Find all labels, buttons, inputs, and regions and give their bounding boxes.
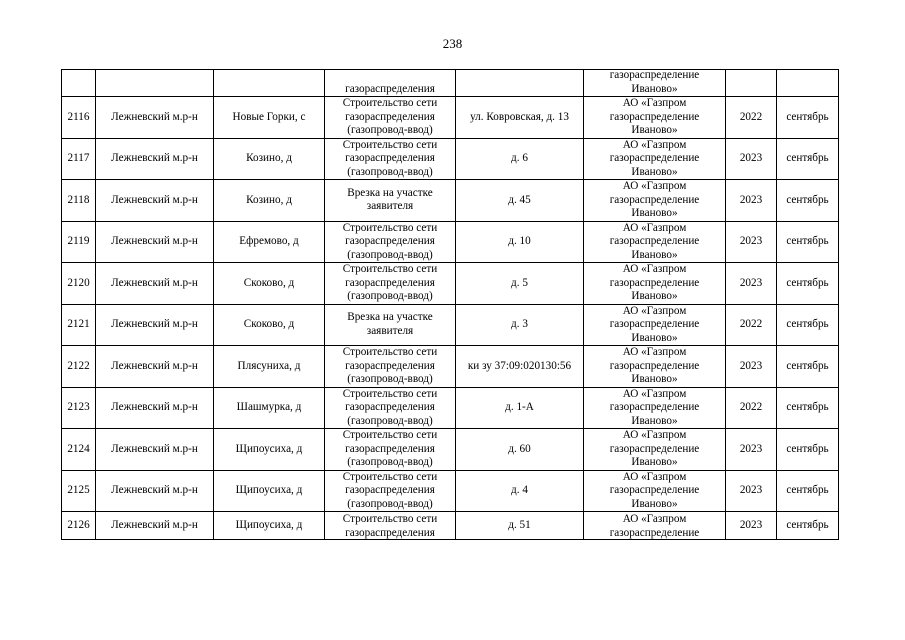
work-type-cell-line: Строительство сети — [342, 429, 438, 441]
organization-cell-line: газораспределение — [609, 442, 700, 455]
organization-cell-line: Иваново» — [631, 373, 678, 385]
work-type-cell — [325, 387, 456, 429]
row-number-cell — [62, 70, 96, 97]
table-row — [62, 470, 839, 512]
organization-cell-line: газораспределение — [609, 318, 700, 330]
organization-cell-line: Иваново» — [631, 165, 678, 178]
work-type-cell-line: газораспределения — [345, 484, 435, 496]
year-cell: 2023 — [726, 180, 777, 222]
month-cell: сентябрь — [777, 138, 839, 180]
organization-cell-line: Иваново» — [631, 82, 678, 95]
row-number-cell: 2124 — [62, 429, 96, 471]
settlement-cell — [214, 70, 325, 97]
organization-cell-line: Иваново» — [631, 248, 678, 261]
organization-cell-line: АО «Газпром — [622, 304, 687, 317]
organization-cell-line: газораспределение — [609, 69, 700, 81]
organization-cell-line: газораспределение — [609, 193, 700, 206]
address-cell: д. 5 — [456, 263, 584, 305]
month-cell: сентябрь — [777, 346, 839, 388]
organization-cell-line: АО «Газпром — [622, 429, 687, 441]
settlement-cell: Плясуниха, д — [214, 346, 325, 388]
month-cell: сентябрь — [777, 429, 839, 471]
organization-cell-line: газораспределение — [609, 110, 700, 123]
work-type-cell-line: Строительство сети — [342, 513, 438, 525]
year-cell: 2022 — [726, 97, 777, 139]
row-number-cell: 2123 — [62, 387, 96, 429]
address-cell: д. 6 — [456, 138, 584, 180]
row-number-cell: 2116 — [62, 97, 96, 139]
district-cell: Лежневский м.р-н — [96, 97, 214, 139]
work-type-cell — [325, 470, 456, 512]
table-row — [62, 304, 839, 346]
organization-cell-line: газораспределение — [609, 276, 700, 289]
address-cell: д. 3 — [456, 304, 584, 346]
row-number-cell: 2126 — [62, 512, 96, 540]
address-cell: д. 45 — [456, 180, 584, 222]
organization-cell-line: Иваново» — [631, 124, 678, 136]
work-type-cell-line: газораспределения — [345, 526, 435, 539]
row-number-cell: 2121 — [62, 304, 96, 346]
work-type-cell-line: Строительство сети — [342, 97, 438, 109]
organization-cell-line: АО «Газпром — [622, 138, 687, 151]
work-type-cell-line: газораспределения — [345, 152, 435, 164]
organization-cell — [584, 470, 726, 512]
organization-cell-line: Иваново» — [631, 456, 678, 468]
work-type-cell-line: Строительство сети — [342, 470, 438, 483]
page-number: 238 — [442, 36, 463, 51]
address-cell — [456, 70, 584, 97]
year-cell: 2023 — [726, 263, 777, 305]
work-type-cell-line: (газопровод-ввод) — [347, 456, 433, 468]
work-type-cell-line: Строительство сети — [342, 346, 438, 358]
settlement-cell: Шашмурка, д — [214, 387, 325, 429]
settlement-cell: Ефремово, д — [214, 221, 325, 263]
address-cell: д. 60 — [456, 429, 584, 471]
organization-cell — [584, 304, 726, 346]
organization-cell-line: газораспределение — [609, 484, 700, 496]
organization-cell — [584, 512, 726, 540]
gasification-schedule-table — [61, 69, 839, 540]
organization-cell — [584, 346, 726, 388]
table-row — [62, 180, 839, 222]
row-number-cell: 2120 — [62, 263, 96, 305]
work-type-cell — [325, 97, 456, 139]
work-type-cell-line: Строительство сети — [342, 387, 438, 400]
row-number-cell: 2118 — [62, 180, 96, 222]
address-cell: д. 4 — [456, 470, 584, 512]
year-cell: 2023 — [726, 221, 777, 263]
table-row — [62, 346, 839, 388]
address-cell: ки зу 37:09:020130:56 — [456, 346, 584, 388]
organization-cell-line: АО «Газпром — [622, 470, 687, 483]
work-type-cell-line: газораспределения — [345, 235, 435, 247]
district-cell: Лежневский м.р-н — [96, 387, 214, 429]
table-row — [62, 263, 839, 305]
year-cell: 2022 — [726, 387, 777, 429]
work-type-cell-line: (газопровод-ввод) — [347, 248, 433, 261]
organization-cell-line: Иваново» — [631, 207, 678, 219]
row-number-cell: 2122 — [62, 346, 96, 388]
work-type-cell-line: (газопровод-ввод) — [347, 414, 433, 427]
organization-cell — [584, 221, 726, 263]
organization-cell — [584, 387, 726, 429]
organization-cell-line: газораспределение — [609, 359, 700, 372]
district-cell: Лежневский м.р-н — [96, 221, 214, 263]
work-type-cell-line: заявителя — [366, 200, 414, 213]
work-type-cell — [325, 512, 456, 540]
work-type-cell-line: (газопровод-ввод) — [347, 165, 433, 178]
organization-cell-line: Иваново» — [631, 331, 678, 344]
organization-cell-line: Иваново» — [631, 414, 678, 427]
organization-cell — [584, 180, 726, 222]
work-type-cell — [325, 180, 456, 222]
district-cell: Лежневский м.р-н — [96, 429, 214, 471]
organization-cell — [584, 429, 726, 471]
year-cell: 2023 — [726, 470, 777, 512]
settlement-cell: Козино, д — [214, 138, 325, 180]
address-cell: д. 51 — [456, 512, 584, 540]
work-type-cell-line: Врезка на участке — [347, 186, 433, 199]
work-type-cell — [325, 138, 456, 180]
work-type-cell-line: Строительство сети — [342, 263, 438, 275]
settlement-cell: Козино, д — [214, 180, 325, 222]
row-number-cell: 2117 — [62, 138, 96, 180]
work-type-cell — [325, 429, 456, 471]
settlement-cell: Скоково, д — [214, 304, 325, 346]
district-cell — [96, 70, 214, 97]
month-cell: сентябрь — [777, 512, 839, 540]
table-row — [62, 97, 839, 139]
organization-cell-line: АО «Газпром — [622, 221, 687, 234]
year-cell: 2023 — [726, 429, 777, 471]
month-cell: сентябрь — [777, 180, 839, 222]
year-cell: 2023 — [726, 346, 777, 388]
organization-cell-line: газораспределение — [609, 401, 700, 413]
organization-cell — [584, 97, 726, 139]
row-number-cell: 2119 — [62, 221, 96, 263]
work-type-cell-line: (газопровод-ввод) — [347, 373, 433, 385]
work-type-cell-line: газораспределения — [345, 82, 435, 95]
work-type-cell-line: газораспределения — [345, 276, 435, 289]
work-type-cell-line: Строительство сети — [342, 138, 438, 151]
work-type-cell — [325, 263, 456, 305]
table-row — [62, 138, 839, 180]
organization-cell-line: Иваново» — [631, 497, 678, 510]
work-type-cell — [325, 70, 456, 97]
work-type-cell — [325, 346, 456, 388]
table-row — [62, 70, 839, 97]
work-type-cell — [325, 221, 456, 263]
work-type-cell-line: газораспределения — [345, 110, 435, 123]
address-cell: д. 10 — [456, 221, 584, 263]
district-cell: Лежневский м.р-н — [96, 138, 214, 180]
month-cell: сентябрь — [777, 387, 839, 429]
organization-cell — [584, 263, 726, 305]
month-cell: сентябрь — [777, 263, 839, 305]
table-row — [62, 512, 839, 540]
organization-cell-line: АО «Газпром — [622, 263, 687, 275]
row-number-cell: 2125 — [62, 470, 96, 512]
work-type-cell-line: (газопровод-ввод) — [347, 124, 433, 136]
work-type-cell-line: Строительство сети — [342, 221, 438, 234]
organization-cell-line: АО «Газпром — [622, 387, 687, 400]
address-cell: ул. Ковровская, д. 13 — [456, 97, 584, 139]
organization-cell-line: АО «Газпром — [622, 513, 687, 525]
month-cell: сентябрь — [777, 97, 839, 139]
organization-cell-line: газораспределение — [609, 235, 700, 247]
organization-cell-line: АО «Газпром — [622, 346, 687, 358]
work-type-cell-line: (газопровод-ввод) — [347, 290, 433, 302]
work-type-cell-line: газораспределения — [345, 401, 435, 413]
table-row — [62, 429, 839, 471]
organization-cell-line: газораспределение — [609, 152, 700, 164]
year-cell: 2023 — [726, 138, 777, 180]
settlement-cell: Щипоусиха, д — [214, 512, 325, 540]
settlement-cell: Новые Горки, с — [214, 97, 325, 139]
organization-cell-line: газораспределение — [609, 526, 700, 539]
organization-cell-line: АО «Газпром — [622, 180, 687, 192]
work-type-cell-line: (газопровод-ввод) — [347, 497, 433, 510]
settlement-cell: Щипоусиха, д — [214, 429, 325, 471]
district-cell: Лежневский м.р-н — [96, 470, 214, 512]
table-row — [62, 221, 839, 263]
district-cell: Лежневский м.р-н — [96, 512, 214, 540]
organization-cell — [584, 70, 726, 97]
organization-cell — [584, 138, 726, 180]
work-type-cell-line: Врезка на участке — [347, 311, 433, 324]
year-cell: 2022 — [726, 304, 777, 346]
table-body — [62, 70, 839, 540]
month-cell: сентябрь — [777, 470, 839, 512]
district-cell: Лежневский м.р-н — [96, 180, 214, 222]
month-cell: сентябрь — [777, 221, 839, 263]
district-cell: Лежневский м.р-н — [96, 346, 214, 388]
month-cell — [777, 70, 839, 97]
year-cell: 2023 — [726, 512, 777, 540]
district-cell: Лежневский м.р-н — [96, 263, 214, 305]
work-type-cell-line: газораспределения — [345, 442, 435, 455]
table-row — [62, 387, 839, 429]
month-cell: сентябрь — [777, 304, 839, 346]
work-type-cell-line: заявителя — [366, 324, 414, 337]
settlement-cell: Щипоусиха, д — [214, 470, 325, 512]
organization-cell-line: Иваново» — [631, 290, 678, 302]
settlement-cell: Скоково, д — [214, 263, 325, 305]
work-type-cell — [325, 304, 456, 346]
year-cell — [726, 70, 777, 97]
district-cell: Лежневский м.р-н — [96, 304, 214, 346]
organization-cell-line: АО «Газпром — [622, 97, 687, 109]
address-cell: д. 1-А — [456, 387, 584, 429]
work-type-cell-line: газораспределения — [345, 359, 435, 372]
